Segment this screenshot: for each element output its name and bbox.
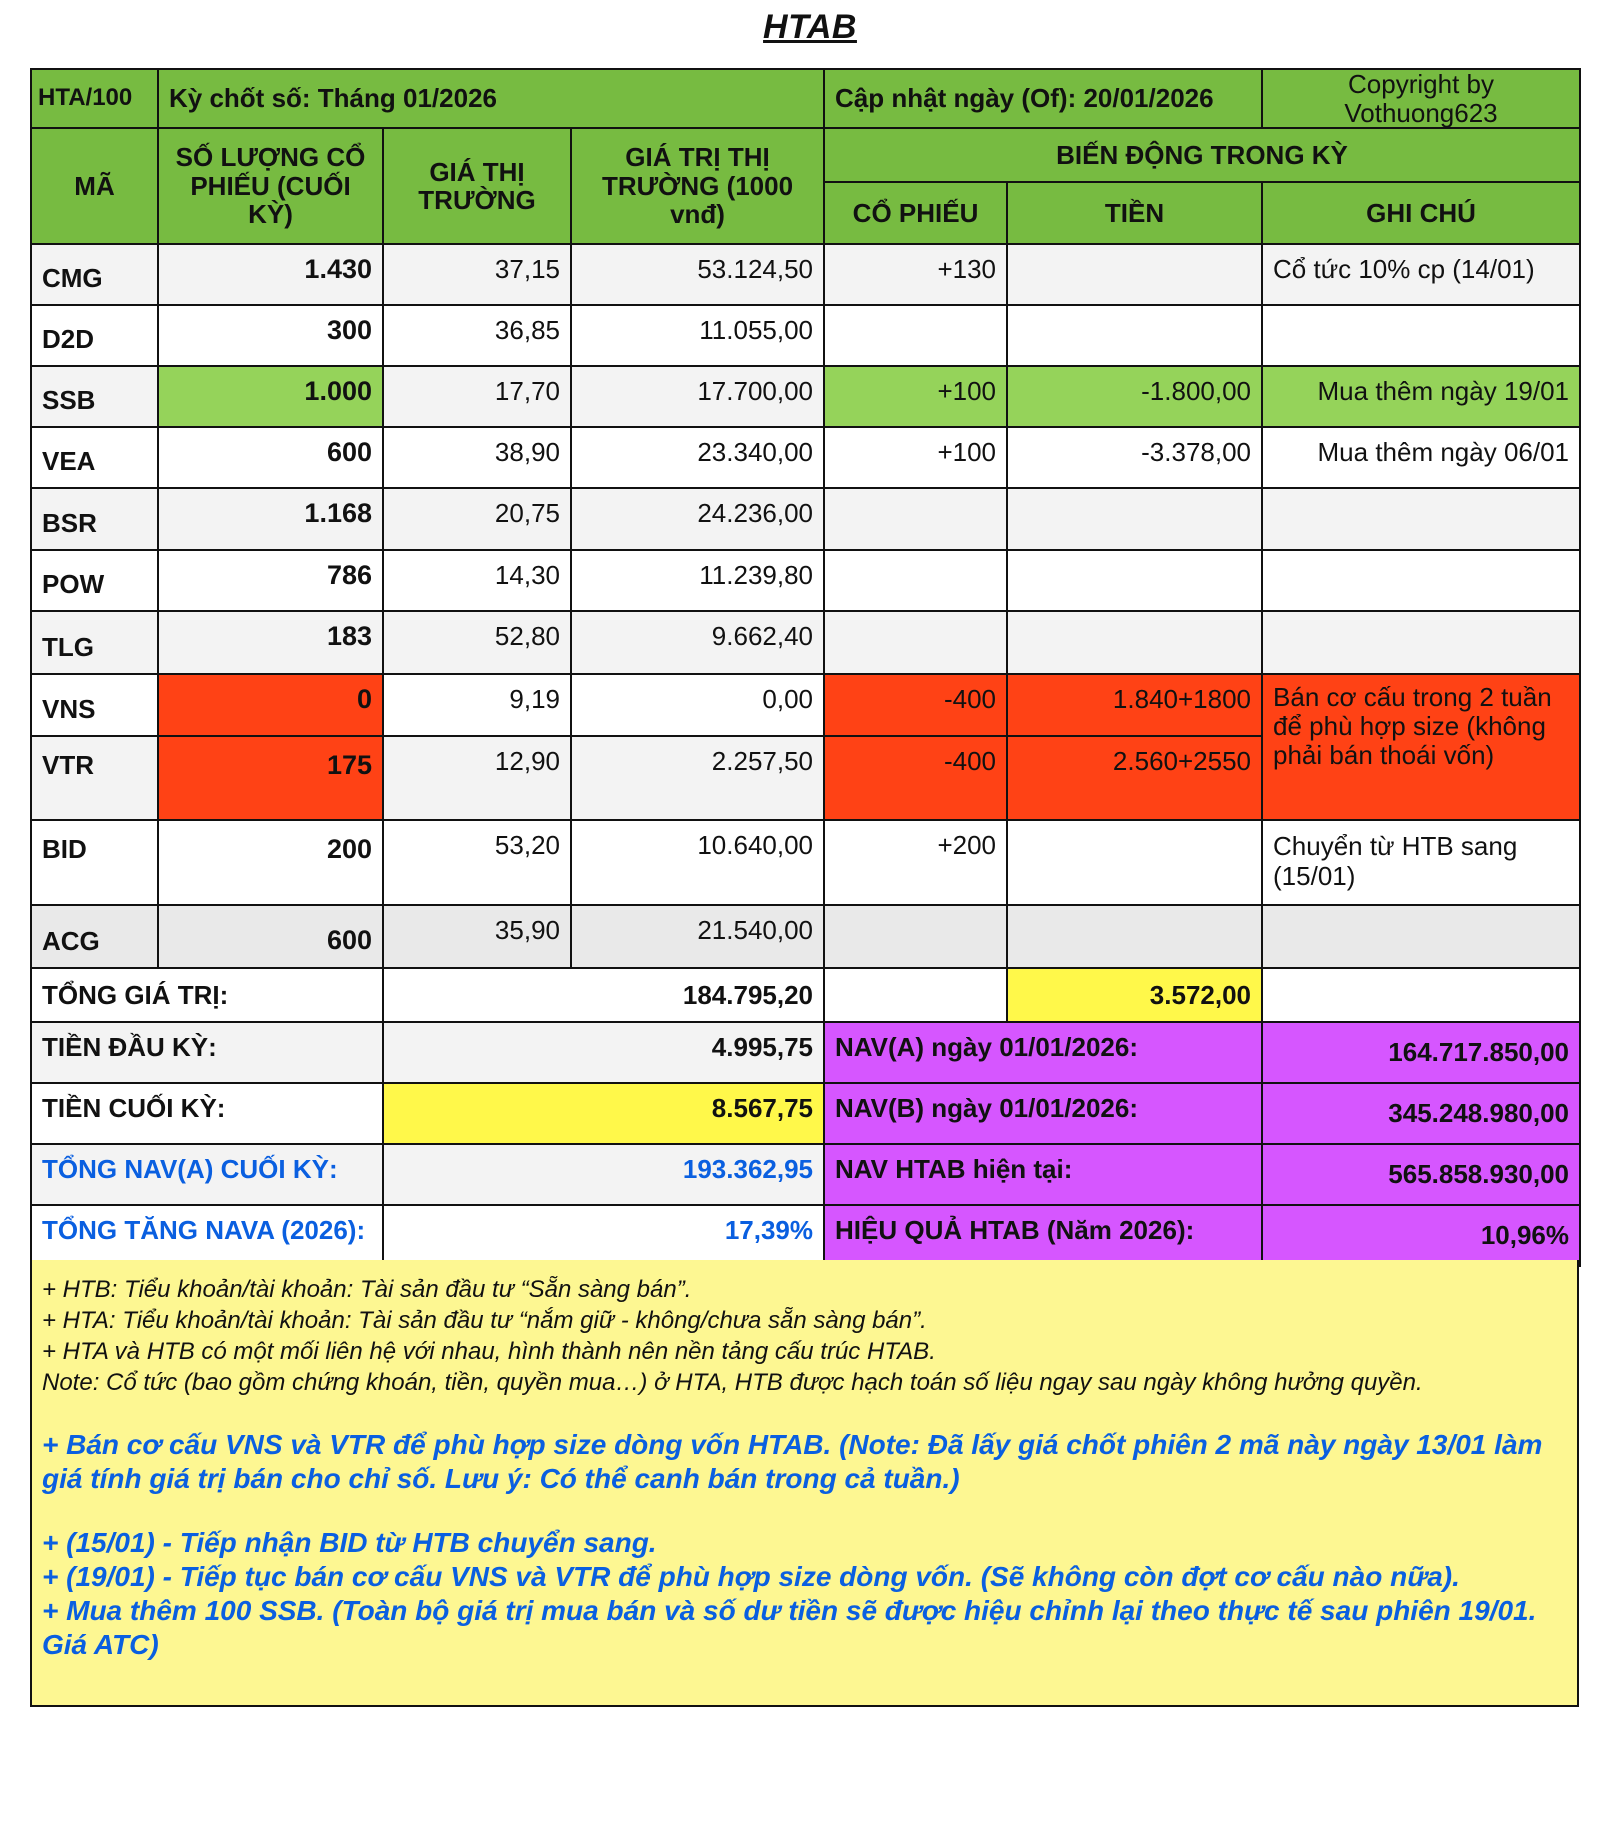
stock-code: BID — [31, 820, 158, 905]
price-cell: 35,90 — [383, 905, 571, 968]
stock-code: VTR — [31, 736, 158, 820]
period-label: Kỳ chốt số: Tháng 01/2026 — [158, 69, 824, 128]
price-cell: 17,70 — [383, 366, 571, 427]
change-cash-cell — [1007, 305, 1262, 366]
empty-cell — [824, 968, 1007, 1022]
cash-end-label: TIỀN CUỐI KỲ: — [31, 1083, 383, 1144]
value-cell: 17.700,00 — [571, 366, 824, 427]
price-cell: 52,80 — [383, 611, 571, 674]
price-cell: 53,20 — [383, 820, 571, 905]
account-label: HTA/100 — [31, 69, 158, 128]
quantity-cell: 1.000 — [158, 366, 383, 427]
cash-start: 4.995,75 — [383, 1022, 824, 1083]
price-cell: 37,15 — [383, 244, 571, 305]
quantity-cell: 600 — [158, 427, 383, 488]
col-header-price: GIÁ THỊ TRƯỜNG — [383, 128, 571, 244]
table-row[interactable] — [31, 611, 1580, 674]
quantity-cell: 0 — [158, 674, 383, 736]
cash-end: 8.567,75 — [383, 1083, 824, 1144]
note-cell: Chuyển từ HTB sang (15/01) — [1262, 820, 1580, 905]
summary-nav-a-end-row — [31, 1144, 1580, 1205]
summary-total-row — [31, 968, 1580, 1022]
col-header-quantity: SỐ LƯỢNG CỔ PHIẾU (CUỐI KỲ) — [158, 128, 383, 244]
cash-start-label: TIỀN ĐẦU KỲ: — [31, 1022, 383, 1083]
note-cell — [1262, 488, 1580, 550]
price-cell: 9,19 — [383, 674, 571, 736]
col-header-note: GHI CHÚ — [1262, 182, 1580, 244]
change-cash-cell: 1.840+1800 — [1007, 674, 1262, 736]
stock-code: VEA — [31, 427, 158, 488]
note-cell — [1262, 905, 1580, 968]
table-row[interactable] — [31, 905, 1580, 968]
change-shares-cell — [824, 488, 1007, 550]
quantity-cell: 1.430 — [158, 244, 383, 305]
note-cell — [1262, 550, 1580, 611]
change-shares-cell — [824, 905, 1007, 968]
note-cell: Mua thêm ngày 19/01 — [1262, 366, 1580, 427]
change-shares-cell: -400 — [824, 736, 1007, 820]
change-cash-cell — [1007, 611, 1262, 674]
price-cell: 12,90 — [383, 736, 571, 820]
table-row[interactable] — [31, 305, 1580, 366]
change-shares-cell: +100 — [824, 427, 1007, 488]
updated-date: Cập nhật ngày (Of): 20/01/2026 — [824, 69, 1262, 128]
nav-a-start: 164.717.850,00 — [1262, 1022, 1580, 1083]
empty-cell — [1262, 968, 1580, 1022]
nava-growth: 17,39% — [383, 1205, 824, 1266]
change-cash-cell — [1007, 488, 1262, 550]
change-cash-cell — [1007, 905, 1262, 968]
col-header-change-cash: TIỀN — [1007, 182, 1262, 244]
value-cell: 10.640,00 — [571, 820, 824, 905]
change-cash-cell: -1.800,00 — [1007, 366, 1262, 427]
stock-code: CMG — [31, 244, 158, 305]
note-line: + HTA và HTB có một mối liên hệ với nhau, hình thành nên nền tảng cấu trúc HTAB. — [42, 1338, 936, 1365]
change-shares-cell: -400 — [824, 674, 1007, 736]
col-header-value: GIÁ TRỊ THỊ TRƯỜNG (1000 vnđ) — [571, 128, 824, 244]
table-row[interactable] — [31, 427, 1580, 488]
quantity-cell: 1.168 — [158, 488, 383, 550]
update-line: + (15/01) - Tiếp nhận BID từ HTB chuyển sang. — [42, 1527, 657, 1558]
nav-b-start: 345.248.980,00 — [1262, 1083, 1580, 1144]
portfolio-table — [30, 68, 1581, 1267]
nav-a-start-label: NAV(A) ngày 01/01/2026: — [824, 1022, 1262, 1083]
value-cell: 53.124,50 — [571, 244, 824, 305]
col-header-change-shares: CỔ PHIẾU — [824, 182, 1007, 244]
quantity-cell: 200 — [158, 820, 383, 905]
quantity-cell: 300 — [158, 305, 383, 366]
nava-growth-label: TỔNG TĂNG NAVA (2026): — [31, 1205, 383, 1266]
change-cash-cell — [1007, 820, 1262, 905]
price-cell: 20,75 — [383, 488, 571, 550]
value-cell: 9.662,40 — [571, 611, 824, 674]
note-cell — [1262, 305, 1580, 366]
total-value-label: TỔNG GIÁ TRỊ: — [31, 968, 383, 1022]
change-shares-cell: +130 — [824, 244, 1007, 305]
note-cell-restructure: Bán cơ cấu trong 2 tuần để phù hợp size (không phải bán thoái vốn) — [1262, 674, 1580, 820]
quantity-cell: 600 — [158, 905, 383, 968]
value-cell: 24.236,00 — [571, 488, 824, 550]
summary-cash-end-row — [31, 1083, 1580, 1144]
column-header-row — [31, 128, 1580, 182]
nav-htab: 565.858.930,00 — [1262, 1144, 1580, 1205]
restructure-note: + Bán cơ cấu VNS và VTR để phù hợp size dòng vốn HTAB. (Note: Đã lấy giá chốt phiên 2 mã này ngày 13/01 làm giá tính giá trị bán cho chỉ số. Lưu ý: Có thể canh bán trong cả tuần.) — [42, 1429, 1543, 1494]
quantity-cell: 786 — [158, 550, 383, 611]
htab-perf-label: HIỆU QUẢ HTAB (Năm 2026): — [824, 1205, 1262, 1266]
stock-code: ACG — [31, 905, 158, 968]
htab-perf: 10,96% — [1262, 1205, 1580, 1266]
page-title: HTAB — [763, 8, 857, 46]
change-cash-cell: 2.560+2550 — [1007, 736, 1262, 820]
stock-code: SSB — [31, 366, 158, 427]
nav-a-end: 193.362,95 — [383, 1144, 824, 1205]
table-row[interactable] — [31, 244, 1580, 305]
value-cell: 21.540,00 — [571, 905, 824, 968]
total-value: 184.795,20 — [383, 968, 824, 1022]
stock-code: POW — [31, 550, 158, 611]
copyright: Copyright by Vothuong623 — [1262, 69, 1580, 128]
value-cell: 11.239,80 — [571, 550, 824, 611]
value-cell: 0,00 — [571, 674, 824, 736]
table-row[interactable] — [31, 550, 1580, 611]
change-cash-cell: -3.378,00 — [1007, 427, 1262, 488]
update-line: + (19/01) - Tiếp tục bán cơ cấu VNS và VTR để phù hợp size dòng vốn. (Sẽ không còn đợt cơ cấu nào nữa). — [42, 1561, 1460, 1592]
stock-code: BSR — [31, 488, 158, 550]
table-row[interactable] — [31, 366, 1580, 427]
summary-cash-start-row — [31, 1022, 1580, 1083]
note-cell — [1262, 611, 1580, 674]
summary-growth-row — [31, 1205, 1580, 1266]
price-cell: 36,85 — [383, 305, 571, 366]
nav-a-end-label: TỔNG NAV(A) CUỐI KỲ: — [31, 1144, 383, 1205]
nav-b-start-label: NAV(B) ngày 01/01/2026: — [824, 1083, 1262, 1144]
price-cell: 14,30 — [383, 550, 571, 611]
table-row[interactable] — [31, 820, 1580, 905]
info-row — [31, 69, 1580, 128]
note-cell: Mua thêm ngày 06/01 — [1262, 427, 1580, 488]
note-line: + HTA: Tiểu khoản/tài khoản: Tài sản đầu tư “nắm giữ - không/chưa sẵn sàng bán”. — [42, 1307, 927, 1334]
price-cell: 38,90 — [383, 427, 571, 488]
stock-code: D2D — [31, 305, 158, 366]
change-cash-cell — [1007, 244, 1262, 305]
value-cell: 2.257,50 — [571, 736, 824, 820]
change-shares-cell — [824, 550, 1007, 611]
table-row[interactable] — [31, 488, 1580, 550]
value-cell: 11.055,00 — [571, 305, 824, 366]
quantity-cell: 175 — [158, 736, 383, 820]
stock-code: TLG — [31, 611, 158, 674]
total-cash-change: 3.572,00 — [1007, 968, 1262, 1022]
nav-htab-label: NAV HTAB hiện tại: — [824, 1144, 1262, 1205]
stock-code: VNS — [31, 674, 158, 736]
change-cash-cell — [1007, 550, 1262, 611]
update-line: + Mua thêm 100 SSB. (Toàn bộ giá trị mua bán và số dư tiền sẽ được hiệu chỉnh lại theo thực tế sau phiên 19/01. Giá ATC) — [42, 1595, 1537, 1660]
change-shares-cell: +200 — [824, 820, 1007, 905]
value-cell: 23.340,00 — [571, 427, 824, 488]
note-line: + HTB: Tiểu khoản/tài khoản: Tài sản đầu tư “Sẵn sàng bán”. — [42, 1276, 692, 1303]
table-row[interactable] — [31, 674, 1580, 736]
col-header-changes-group: BIẾN ĐỘNG TRONG KỲ — [824, 128, 1580, 182]
change-shares-cell — [824, 305, 1007, 366]
note-line: Note: Cổ tức (bao gồm chứng khoán, tiền, quyền mua…) ở HTA, HTB được hạch toán số liệu ngay sau ngày không hưởng quyền. — [42, 1369, 1423, 1396]
col-header-code: MÃ — [31, 128, 158, 244]
change-shares-cell: +100 — [824, 366, 1007, 427]
note-cell: Cổ tức 10% cp (14/01) — [1262, 244, 1580, 305]
quantity-cell: 183 — [158, 611, 383, 674]
change-shares-cell — [824, 611, 1007, 674]
notes-panel — [30, 1260, 1579, 1707]
